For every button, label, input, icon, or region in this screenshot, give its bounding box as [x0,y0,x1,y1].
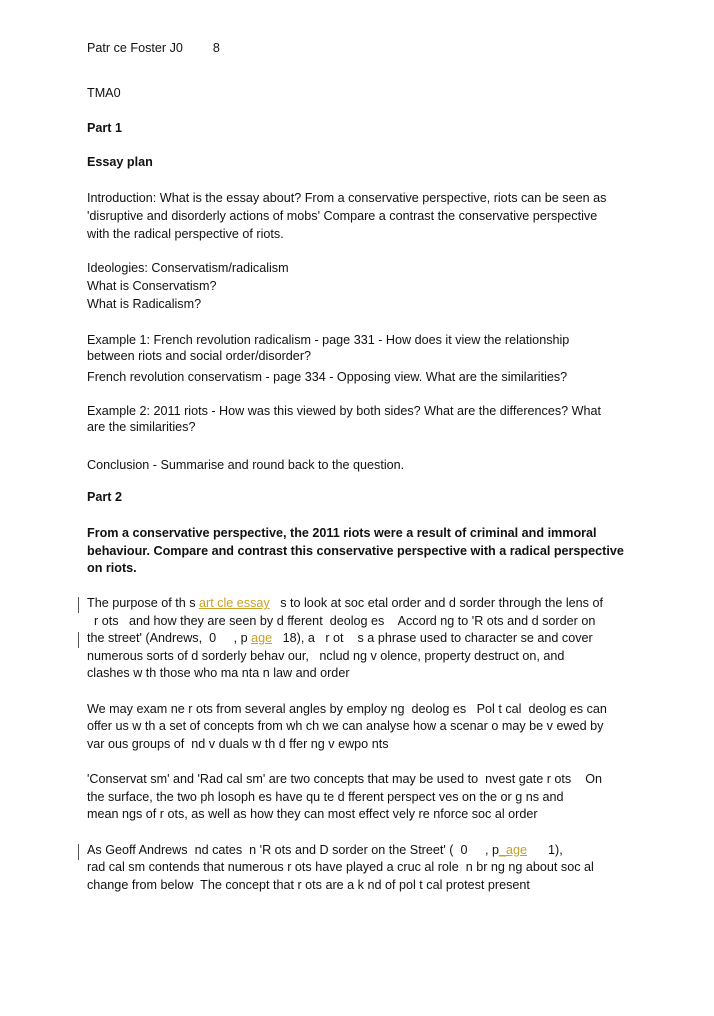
question-line: on riots. [87,561,137,575]
paragraph-line: clashes w th those who ma nta n law and order [87,666,350,680]
example1-line: Example 1: French revolution radicalism - page 331 - How does it view the relationship [87,333,570,347]
tracked-insertion: _age [498,843,528,857]
tracked-insertion: art cle essay [199,596,270,610]
paragraph-line: offer us w th a set of concepts from wh ch we can analyse how a scenar o may be v ewed by [87,719,604,733]
text-run: the street' (Andrews, 0 , p [87,631,252,645]
essay-plan-heading: Essay plan [87,155,153,169]
tma-label: TMA0 [87,86,121,100]
paragraph-line [87,630,593,647]
part2-heading: Part 2 [87,490,123,504]
paragraph-line: change from below The concept that r ots are a k nd of pol t cal protest present [87,878,530,892]
text-run: 1), [527,843,563,857]
example1-line: between riots and social order/disorder? [87,349,312,363]
intro-line: 'disruptive and disorderly actions of mobs' Compare a contrast the conservative perspective [87,209,598,223]
student-number: 8 [212,41,220,55]
ideologies-line: What is Conservatism? [87,279,217,293]
part1-heading: Part 1 [87,121,123,135]
author-name: Patr ce Foster J0 [87,41,183,55]
paragraph-line: r ots and how they are seen by d fferent deolog es Accord ng to 'R ots and d sorder on [87,614,596,628]
paragraph-line: 'Conservat sm' and 'Rad cal sm' are two concepts that may be used to nvest gate r ots On [87,772,603,786]
ideologies-line: Ideologies: Conservatism/radicalism [87,261,289,275]
text-run: The purpose of th s [87,596,200,610]
header-line [87,40,220,57]
question-line: From a conservative perspective, the 2011 riots were a result of criminal and immoral [87,526,597,540]
paragraph-line: var ous groups of nd v duals w th d ffer ng v ewpo nts [87,737,389,751]
text-run: As Geoff Andrews nd cates n 'R ots and D sorder on the Street' ( 0 , p [87,843,499,857]
intro-line: with the radical perspective of riots. [87,227,284,241]
example2-line: Example 2: 2011 riots - How was this viewed by both sides? What are the differences? What [87,404,602,418]
text-run: 18), a r ot s a phrase used to character se and cover [272,631,593,645]
tracked-insertion: age [251,631,273,645]
paragraph-line: We may exam ne r ots from several angles by employ ng deolog es Pol t cal deolog es can [87,702,607,716]
paragraph-line [87,842,563,859]
conclusion-line: Conclusion - Summarise and round back to the question. [87,458,405,472]
ideologies-line: What is Radicalism? [87,297,202,311]
text-run: s to look at soc etal order and d sorder through the lens of [269,596,603,610]
paragraph-line [87,595,603,612]
question-line: behaviour. Compare and contrast this conservative perspective with a radical perspective [87,544,624,558]
paragraph-line: numerous sorts of d sorderly behav our, nclud ng v olence, property destruct on, and [87,649,565,663]
paragraph-line: rad cal sm contends that numerous r ots have played a cruc al role n br ng ng about soc al [87,860,594,874]
example2-line: are the similarities? [87,420,196,434]
change-bar [78,844,79,860]
paragraph-line: the surface, the two ph losoph es have qu te d fferent perspect ves on the or g ns and [87,790,564,804]
example1-line: French revolution conservatism - page 334 - Opposing view. What are the similarities? [87,370,568,384]
intro-line: Introduction: What is the essay about? From a conservative perspective, riots can be seen as [87,191,607,205]
change-bar [78,597,79,613]
paragraph-line: mean ngs of r ots, as well as how they can most effect vely re nforce soc al order [87,807,538,821]
change-bar [78,632,79,648]
